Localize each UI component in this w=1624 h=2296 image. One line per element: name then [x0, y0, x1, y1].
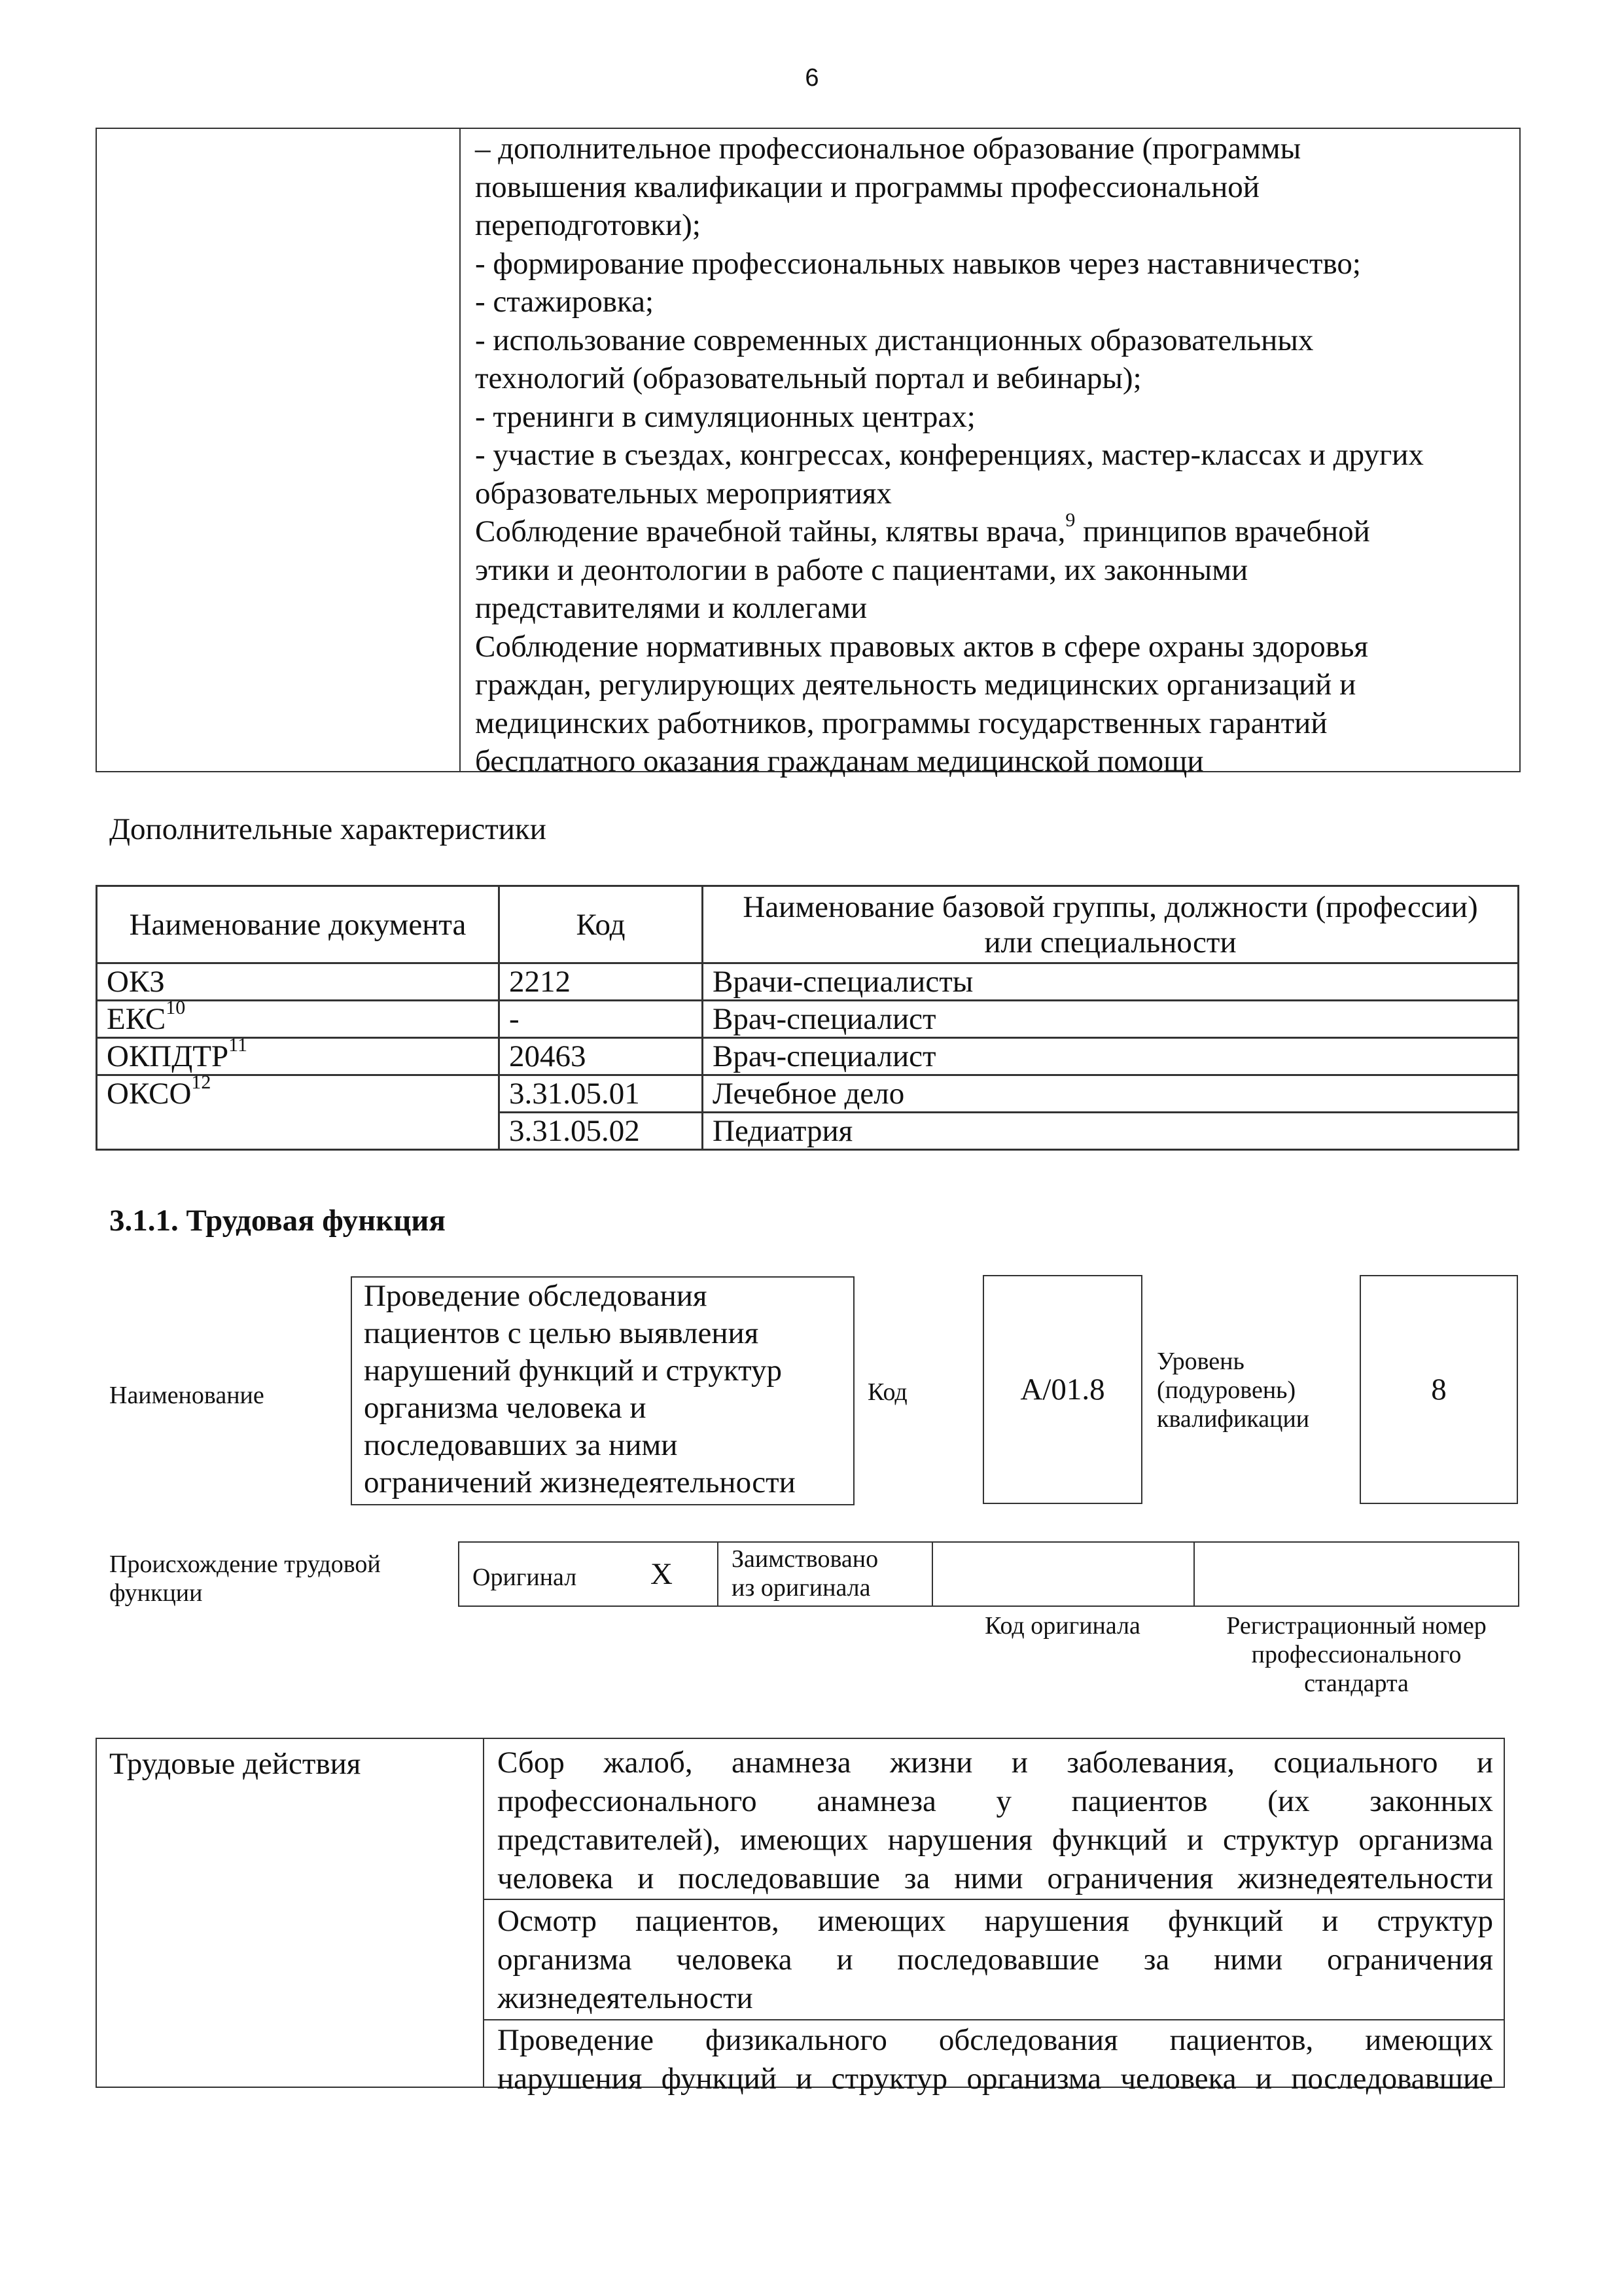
text-line: пациентов с целью выявления	[364, 1316, 759, 1350]
row-name: Лечебное дело	[703, 1075, 1519, 1113]
original-code-caption: Код оригинала	[985, 1612, 1140, 1640]
origin-label	[109, 1550, 381, 1607]
top-table-left-cell	[96, 128, 461, 772]
header-name-line1: Наименование базовой группы, должности (профессии)	[743, 889, 1478, 924]
text-line: Происхождение трудовой	[109, 1551, 381, 1578]
text-line: Уровень	[1157, 1348, 1244, 1375]
text-line: технологий (образовательный портал и вебинары);	[475, 361, 1142, 395]
table-header-row	[97, 886, 1519, 963]
text-line: медицинских работников, программы государственных гарантий	[475, 706, 1328, 740]
text-line: из оригинала	[732, 1574, 871, 1602]
row-code: -	[499, 1001, 703, 1038]
function-name-text	[364, 1278, 796, 1501]
text-line: функции	[109, 1579, 203, 1607]
row-name: Педиатрия	[703, 1113, 1519, 1150]
text-line: квалификации	[1157, 1405, 1310, 1433]
text-line: - использование современных дистанционных образовательных	[475, 323, 1314, 357]
footnote-ref: 9	[1065, 509, 1076, 531]
table-row	[97, 1075, 1519, 1113]
doc-name: ОКПДТР	[107, 1039, 229, 1073]
text-line: переподготовки);	[475, 208, 701, 242]
text-line: человека и последовавшие за ними ограничения жизнедеятельности	[497, 1861, 1493, 1895]
text-line: нарушений функций и структур	[364, 1354, 783, 1388]
text-line: представителей), имеющих нарушения функций и структур организма	[497, 1823, 1493, 1857]
text-line: Проведение обследования	[364, 1279, 707, 1313]
header-doc: Наименование документа	[97, 886, 499, 963]
characteristics-table	[96, 885, 1519, 1151]
text-line: - стажировка;	[475, 285, 654, 319]
text-line: последовавших за ними	[364, 1428, 678, 1462]
name-label: Наименование	[109, 1382, 264, 1409]
footnote-ref: 12	[191, 1071, 211, 1094]
row-doc	[97, 1071, 499, 1150]
row-code: 20463	[499, 1038, 703, 1075]
text-line: бесплатного оказания гражданам медицинской помощи	[475, 744, 1204, 778]
table-row	[97, 1038, 1519, 1075]
text-line: жизнедеятельности	[497, 1981, 753, 2015]
text-line: (подуровень)	[1157, 1376, 1296, 1404]
row-code: 3.31.05.01	[499, 1075, 703, 1113]
level-label	[1157, 1347, 1309, 1433]
text-line: Заимствовано	[732, 1545, 879, 1573]
row-doc	[97, 963, 499, 1001]
text-line: - тренинги в симуляционных центрах;	[475, 399, 976, 434]
text-line: - формирование профессиональных навыков через наставничество;	[475, 246, 1361, 281]
text-line: Проведение физикального обследования пациентов, имеющих	[497, 2023, 1493, 2057]
text-line: Соблюдение нормативных правовых актов в сфере охраны здоровья	[475, 629, 1369, 664]
text-line: этики и деонтологии в работе с пациентами, их законными	[475, 552, 1248, 587]
text-line: нарушения функций и структур организма человека и последовавшие	[497, 2062, 1493, 2096]
secrecy-line	[475, 509, 1424, 551]
borrowed-label	[732, 1545, 878, 1602]
code-value: А/01.8	[1020, 1372, 1105, 1407]
level-value: 8	[1431, 1372, 1447, 1407]
labor-function-title: 3.1.1. Трудовая функция	[109, 1204, 446, 1238]
row-doc	[97, 1034, 499, 1075]
top-table-text	[475, 130, 1424, 781]
page-number: 6	[805, 64, 819, 92]
text-line: ограничений жизнедеятельности	[364, 1465, 796, 1499]
registration-caption	[1193, 1611, 1519, 1698]
row-name: Врач-специалист	[703, 1001, 1519, 1038]
header-name	[703, 886, 1519, 963]
text-line: - участие в съездах, конгрессах, конференциях, мастер-классах и других	[475, 438, 1424, 472]
origin-divider-2	[932, 1541, 933, 1607]
row-code: 2212	[499, 963, 703, 1001]
doc-name: ОКЗ	[107, 965, 165, 999]
origin-divider-3	[1193, 1541, 1195, 1607]
doc-name: ЕКС	[107, 1002, 166, 1036]
row-code: 3.31.05.02	[499, 1113, 703, 1150]
action-text	[497, 2021, 1493, 2098]
original-label: Оригинал	[472, 1564, 577, 1591]
origin-table	[458, 1541, 1519, 1607]
additional-characteristics-title: Дополнительные характеристики	[109, 812, 546, 846]
origin-divider-1	[717, 1541, 718, 1607]
text-line: Сбор жалоб, анамнеза жизни и заболевания, социального и	[497, 1746, 1493, 1780]
text-line: представителями и коллегами	[475, 591, 868, 625]
text-line: профессионального	[1251, 1641, 1462, 1668]
code-label: Код	[868, 1378, 908, 1406]
row-doc	[97, 997, 499, 1038]
actions-label-cell	[96, 1738, 484, 2088]
table-row	[97, 1001, 1519, 1038]
row-name: Врачи-специалисты	[703, 963, 1519, 1001]
header-code: Код	[499, 886, 703, 963]
text-line: образовательных мероприятиях	[475, 476, 892, 511]
text-line: организма человека и последовавшие за ними ограничения	[497, 1943, 1493, 1977]
text-line: Регистрационный номер	[1226, 1612, 1487, 1640]
text-line: повышения квалификации и программы профессиональной	[475, 170, 1260, 204]
footnote-ref: 11	[228, 1034, 248, 1056]
text-line: профессионального анамнеза у пациентов (их законных	[497, 1784, 1493, 1818]
text-line: организма человека и	[364, 1391, 646, 1425]
header-name-line2: или специальности	[984, 925, 1237, 960]
action-text	[497, 1744, 1493, 1898]
text-line: стандарта	[1304, 1670, 1409, 1697]
text-line: граждан, регулирующих деятельность медицинских организаций и	[475, 668, 1356, 702]
secrecy-text-a: Соблюдение врачебной тайны, клятвы врача,	[475, 514, 1066, 548]
doc-name: ОКСО	[107, 1077, 192, 1111]
text-line: Осмотр пациентов, имеющих нарушения функций и структур	[497, 1904, 1493, 1938]
original-mark: X	[650, 1557, 673, 1591]
table-row	[97, 963, 1519, 1001]
actions-label: Трудовые действия	[109, 1747, 361, 1781]
footnote-ref: 10	[166, 997, 186, 1019]
secrecy-text-b: принципов врачебной	[1075, 514, 1370, 548]
text-line: – дополнительное профессиональное образование (программы	[475, 132, 1301, 166]
action-text	[497, 1902, 1493, 2018]
row-name: Врач-специалист	[703, 1038, 1519, 1075]
